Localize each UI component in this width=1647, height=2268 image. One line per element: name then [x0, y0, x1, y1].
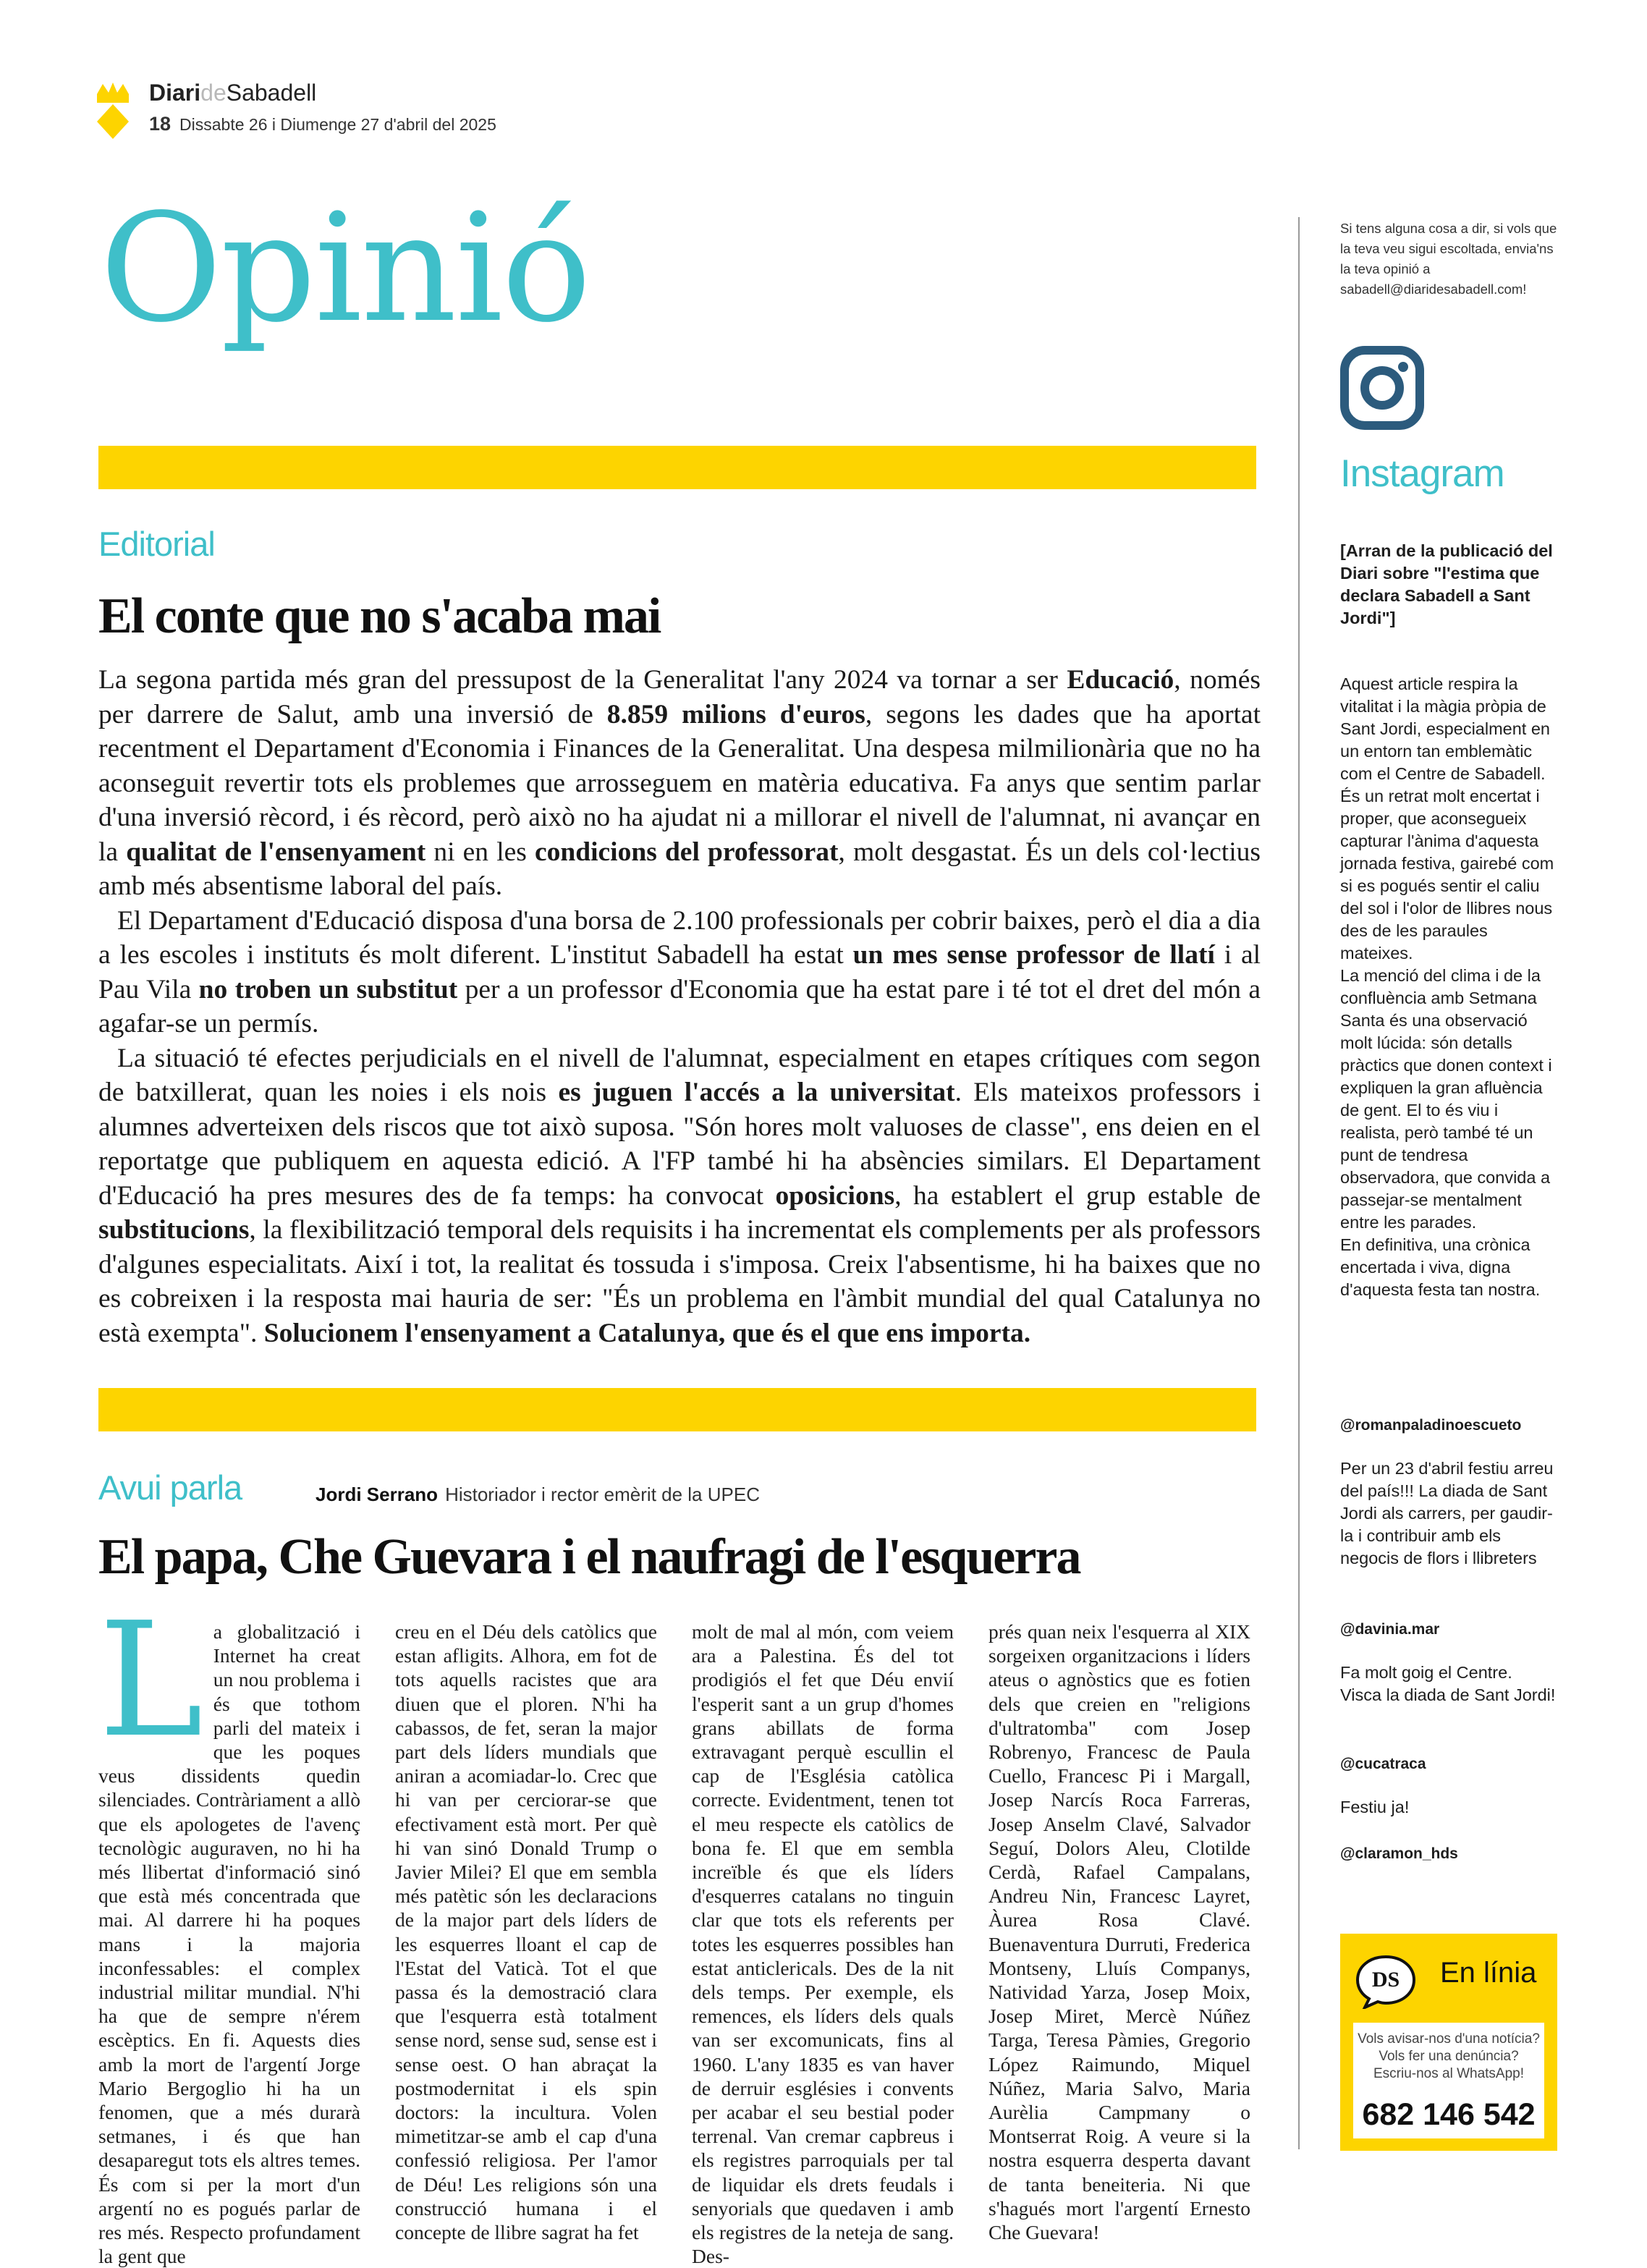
sidebar-comment-1-p2: La menció del clima i de la confluència amb Setmana Santa és una observació molt lúcida: són detalls pràctics que donen context i expliquen la gran afluència de gent. El to és viu i realista, però també té un punt de tendresa observadora, que convida a passejar-se mentalment entre les parades. — [1340, 966, 1552, 1232]
editorial-bold-run: qualitat de l'ensenyament — [126, 837, 426, 867]
editorial-text-run: , només per darrere de Salut, amb una inversió de — [98, 665, 1261, 729]
ds-chat-icon — [1353, 1954, 1418, 2009]
column-byline — [316, 1484, 760, 1506]
dropcap: L — [98, 1589, 203, 1772]
sidebar-comment-4: Festiu ja! — [1340, 1798, 1410, 1816]
author-name: Jordi Serrano — [316, 1484, 439, 1505]
masthead-name-sabadell: Sabadell — [226, 80, 317, 106]
editorial-text-run: El Departament d'Educació disposa d'una borsa de 2.100 professionals per cobrir baixes, però el dia a dia a les escoles i instituts és molt diferent. L'institut Sabadell ha estat — [98, 905, 1261, 970]
editorial-bold-run: oposicions — [775, 1180, 895, 1211]
sidebar-comment-2: Per un 23 d'abril festiu arreu del país!!! La diada de Sant Jordi als carrers, per gaudir-la i contribuir amb els negocis de flors i llibreters — [1340, 1459, 1554, 1567]
editorial-bold-run: 8.859 milions d'euros — [606, 699, 865, 729]
instagram-icon[interactable] — [1340, 346, 1424, 430]
editorial-bold-run: un mes sense professor de llatí — [852, 940, 1215, 970]
section-title: Opinió — [100, 182, 590, 355]
masthead-dateline — [149, 113, 496, 135]
editorial-text-run: ni en les — [425, 837, 535, 867]
masthead-name-de: de — [200, 80, 226, 106]
promo-text: Vols avisar-nos d'una notícia? Vols fer una denúncia? Escriu-nos al WhatsApp! — [1358, 2031, 1540, 2081]
editorial-text-run: La segona partida més gran del pressupost de la Generalitat l'any 2024 va tornar a ser — [98, 665, 1067, 695]
sidebar-handle-3[interactable]: @cucatraca — [1340, 1756, 1426, 1772]
editorial-text-run: per a un professor d'Economia que ha estat pare i té tot el dret del món a agafar-se un permís. — [98, 974, 1261, 1038]
instagram-label: Instagram — [1340, 452, 1504, 495]
column-text-3 — [692, 1620, 954, 2268]
editorial-bold-run: Solucionem l'ensenyament a Catalunya, que és el que ens importa. — [263, 1318, 1031, 1348]
sidebar-comment-1-p3: En definitiva, una crònica encertada i viva, digna d'aquesta festa tan nostra. — [1340, 1235, 1541, 1299]
editorial-kicker: Editorial — [98, 525, 215, 563]
sidebar-intro: Si tens alguna cosa a dir, si vols que la teva veu sigui escoltada, envia'ns la teva opinió a sabadell@diaridesabadell.com! — [1340, 221, 1557, 297]
column-paragraph-2: creu en el Déu dels catòlics que estan afligits. Alhora, em fot de tots aquells racistes que ara diuen que el ploren. N'hi ha cabassos, de fet, seran la major part dels líders mundials que aniran a acomiadar-lo. Crec que hi van per cerciorar-se que efectivament està mort. Per què hi van sinó Donald Trump o Javier Milei? El que em sembla més patètic són les declaracions de la major part dels líders de les esquerres lloant el cap de l'Estat del Vaticà. Tot el que passa és la demostració clara que l'esquerra està totalment sense nord, sense sud, sense est i sense oest. O han abraçat la postmodernitat i els spin doctors: la incultura. Volen mimetitzar-se amb el cap d'una confessió religiosa. Per l'amor de Déu! Les religions són una construcció humana i el concepte de llibre sagrat ha fet — [395, 1620, 657, 2244]
sidebar-handle-2[interactable]: @davinia.mar — [1340, 1621, 1440, 1638]
sidebar-divider — [1298, 217, 1300, 2149]
editorial-bold-run: substitucions — [98, 1215, 250, 1245]
yellow-divider-top — [98, 446, 1256, 489]
masthead-name-diari: Diari — [149, 80, 201, 106]
editorial-bold-run: es juguen l'accés a la universitat — [558, 1078, 955, 1107]
editorial-text-run: i al Pau Vila — [98, 940, 1261, 1004]
sidebar-comment-1 — [1340, 673, 1557, 1301]
author-role: Historiador i rector emèrit de la UPEC — [445, 1484, 760, 1505]
whatsapp-phone-number[interactable]: 682 146 542 — [1362, 2097, 1536, 2132]
sidebar-handle-1[interactable]: @romanpaladinoescueto — [1340, 1417, 1522, 1434]
masthead-title[interactable] — [149, 80, 316, 106]
sidebar-reference: [Arran de la publicació del Diari sobre "l'estima que declara Sabadell a Sant Jordi"] — [1340, 541, 1553, 627]
column-text-2 — [395, 1620, 657, 2244]
editorial-paragraph — [98, 663, 1261, 904]
column-text-4 — [988, 1620, 1250, 2244]
column-kicker: Avui parla — [98, 1468, 242, 1507]
column-paragraph-4: prés quan neix l'esquerra al XIX sorgeixen organitzacions i líders ateus o agnòstics que es fotien dels que creien en "religions d'ultratomba" com Josep Robrenyo, Francesc de Paula Cuello, Francesc Pi i Margall, Josep Narcís Roca Farreras, Josep Anselm Clavé, Salvador Seguí, Dolors Aleu, Clotilde Cerdà, Rafael Campalans, Andreu Nin, Francesc Layret, Àurea Rosa Clavé. Buenaventura Durruti, Frederica Montseny, Lluís Companys, Natividad Yarza, Josep Moix, Josep Miret, Mercè Núñez Targa, Teresa Pàmies, Gregorio López Raimundo, Miquel Núñez, Maria Salvo, Maria Aurèlia Campmany o Montserrat Roig. A veure si la nostra esquerra desperta davant de tanta beneiteria. Ni que s'hagués mort l'argentí Ernesto Che Guevara! — [988, 1620, 1250, 2244]
editorial-text-run: , molt desgastat. És un dels col·lectius amb més absentisme laboral del país. — [98, 837, 1261, 901]
yellow-divider-middle — [98, 1388, 1256, 1431]
editorial-bold-run: no troben un substitut — [198, 974, 458, 1004]
editorial-text-run: . Els mateixos professors i alumnes adverteixen dels riscos que tot això suposa. "Són hores molt valuoses de classe", ens deien en el reportatge que publiquem en aquesta edició. A l'FP també hi ha absències similars. El Departament d'Educació ha pres mesures des de fa temps: ha convocat — [98, 1078, 1261, 1211]
issue-date: Dissabte 26 i Diumenge 27 d'abril del 2025 — [179, 115, 496, 134]
ds-logo-text: DS — [1371, 1968, 1400, 1992]
column-headline[interactable]: El papa, Che Guevara i el naufragi de l'esquerra — [98, 1529, 1080, 1585]
sidebar-handle-4[interactable]: @claramon_hds — [1340, 1845, 1458, 1862]
editorial-paragraph — [98, 1041, 1261, 1351]
editorial-paragraph — [98, 904, 1261, 1041]
sidebar-comment-3: Fa molt goig el Centre. Visca la diada de Sant Jordi! — [1340, 1663, 1556, 1704]
page-number: 18 — [149, 113, 172, 135]
editorial-headline[interactable]: El conte que no s'acaba mai — [98, 588, 661, 644]
promo-title: En línia — [1440, 1957, 1537, 1989]
editorial-body — [98, 663, 1261, 1350]
diari-logo-icon — [96, 81, 130, 139]
editorial-text-run: , segons les dades que ha aportat recentment el Departament d'Economia i Finances de la Generalitat. Una despesa milmilionària que no ha aconseguit revertir tots els problemes que arrosseguem en matèria educativa. Fa anys que sentim parlar d'una inversió rècord, i és rècord, però això no ha ajudat ni a millorar el nivell de l'alumnat, ni avançar en la — [98, 699, 1261, 867]
editorial-bold-run: Educació — [1067, 665, 1174, 695]
column-text-1 — [98, 1589, 360, 2268]
editorial-text-run: La situació té efectes perjudicials en el nivell de l'alumnat, especialment en etapes crítiques com segon de batxillerat, quan les noies i els nois — [98, 1043, 1261, 1107]
column-paragraph-3: molt de mal al món, com veiem ara a Palestina. És del tot prodigiós el fet que Déu envií l'esperit sant a un grup d'homes grans abillats de forma extravagant perquè escullin el cap de l'Església catòlica correcte. Evidentment, tenen tot el meu respecte els catòlics de bona fe. El que em sembla increïble és que els líders d'esquerres catalans no tinguin clar que tots els referents per totes les esquerres possibles han estat anticlericals. Des de la nit dels temps. Per exemple, els remences, els líders dels quals van ser excomunicats, fins al 1960. L'any 1835 es van haver de derruir esglésies i convents per acabar el seu bestial poder terrenal. Van cremar capbreus i els registres parroquials per tal de liquidar els drets feudals i senyorials que quedaven i amb els registres de la neteja de sang. Des- — [692, 1620, 954, 2268]
editorial-text-run: , ha establert el grup estable de — [894, 1180, 1261, 1211]
editorial-bold-run: condicions del professorat — [535, 837, 839, 867]
sidebar-comment-1-p1: Aquest article respira la vitalitat i la màgia pròpia de Sant Jordi, especialment en un entorn tan emblemàtic com el Centre de Sabadell. És un retrat molt encertat i proper, que aconsegueix capturar l'ànima d'aquesta jornada festiva, gairebé com si es pogués sentir el caliu del sol i l'olor de llibres nous des de les paraules mateixes. — [1340, 674, 1554, 962]
column-paragraph-1: a globalització i Internet ha creat un nou problema i és que tothom parli del mateix i que les poques veus dissidents quedin silenciades. Contràriament a allò que els apologetes de l'avenç tecnològic auguraven, no hi ha més llibertat d'informació sinó que està més concentrada que mai. Al darrere hi ha poques mans i la majoria inconfessables: el complex industrial militar mundial. N'hi ha que de sempre n'érem escèptics. En fi. Aquests dies amb la mort de l'argentí Jorge Mario Bergoglio hi ha un fenomen, que a més durarà setmanes, i és que han desaparegut tots els altres temes. És com si per la mort d'un argentí no es pogués parlar de res més. Respecto profundament la gent que — [98, 1620, 360, 2268]
editorial-text-run: , la flexibilització temporal dels requisits i ha incrementat els complements per als professors d'algunes especialitats. Així i tot, la realitat és tossuda i s'imposa. Creix l'absentisme, hi ha baixes que no es cobreixen i la resposta mai hauria de ser: "És un problema en l'àmbit mundial del qual Catalunya no està exempta". — [98, 1215, 1261, 1348]
